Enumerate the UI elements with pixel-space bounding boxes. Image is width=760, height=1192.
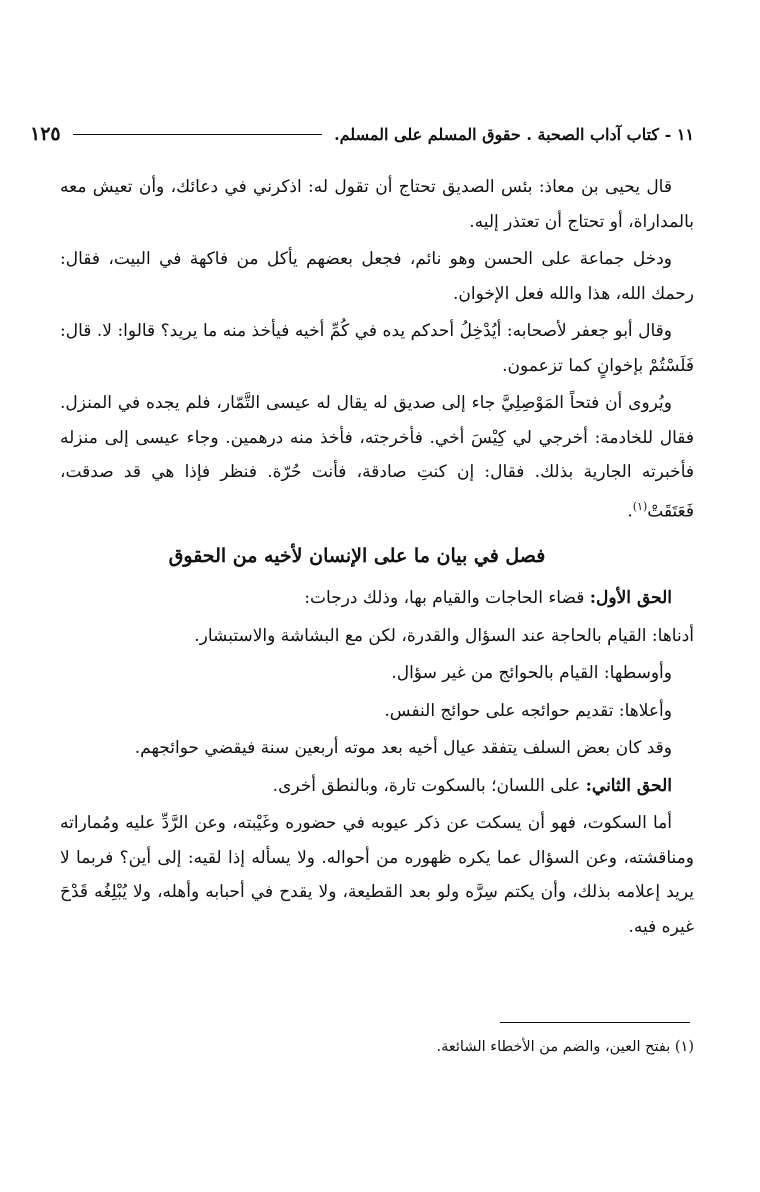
paragraph-silence: أما السكوت، فهو أن يسكت عن ذكر عيوبه في حضوره وغَيْبته، وعن الرَّدِّ عليه ومُماراته ومناقشته، وعن السؤال عما يكره ظهوره من أحواله. ولا يسأله إذا لقيه: إلى أين؟ فربما لا يريد إعلامه بذلك، وأن يكتم سِرَّه ولو بعد القطيعة، ولا يقدح في أحبابه وأهله، ولا يُبْلِغُه قَدْحَ غيره فيه. bbox=[60, 813, 694, 937]
first-right-label: الحق الأول: bbox=[589, 588, 672, 609]
paragraph-fath-text: ويُروى أن فتحاً المَوْصِلِيَّ جاء إلى صديق له يقال له عيسى التَّمّار، فلم يجده في المنزل. فقال للخادمة: أخرجي لي كِيْسَ أخي. فأخرجته، فأخذ منه درهمين. وجاء عيسى إلى منزله فأخبرته الجارية بذلك. فقال: إن كنتِ صادقة، فأنت حُرّة. فنظر فإذا هي قد صدقت، فَعَتَقَتْ bbox=[60, 393, 694, 522]
footnote-rule bbox=[500, 1022, 690, 1023]
chapter-title: ١١ - كتاب آداب الصحبة . حقوق المسلم على المسلم. bbox=[334, 124, 694, 144]
footnote-reference[interactable]: (١) bbox=[632, 499, 648, 513]
running-header bbox=[30, 122, 694, 146]
footnote: (١) بفتح العين، والضم من الأخطاء الشائعة. bbox=[436, 1039, 694, 1055]
second-right bbox=[60, 769, 694, 804]
paragraph-abu-jafar: وقال أبو جعفر لأصحابه: أيُدْخِلُ أحدكم يده في كُمِّ أخيه فيأخذ منه ما يريد؟ قالوا: لا. قال: فَلَسْتُمْ بإخوانٍ كما تزعمون. bbox=[60, 321, 694, 376]
second-right-text: على اللسان؛ بالسكوت تارة، وبالنطق أخرى. bbox=[272, 775, 581, 796]
paragraph-fath: ويُروى أن فتحاً المَوْصِلِيَّ جاء إلى صديق له يقال له عيسى التَّمّار، فلم يجده في المنزل. فقال للخادمة: أخرجي لي كِيْسَ أخي. فأخرجته، فأخذ منه درهمين. وجاء عيسى إلى منزله فأخبرته الجارية بذلك. فقال: إن كنتِ صادقة، فأنت حُرّة. فنظر فإذا هي قد صدقت، فَعَتَقَتْ$^{(١)}$. bbox=[60, 393, 694, 522]
second-right-label: الحق الثاني: bbox=[585, 775, 672, 796]
level-highest: وأعلاها: تقديم حوائجه على حوائج النفس. bbox=[384, 700, 672, 721]
paragraph-yahya: قال يحيى بن معاذ: بئس الصديق تحتاج أن تقول له: اذكرني في دعائك، وأن تعيش معه بالمداراة، أو تحتاج أن تعتذر إليه. bbox=[60, 177, 694, 232]
header-rule bbox=[73, 134, 322, 135]
level-middle: وأوسطها: القيام بالحوائج من غير سؤال. bbox=[391, 663, 672, 684]
first-right-text: قضاء الحاجات والقيام بها، وذلك درجات: bbox=[304, 588, 585, 609]
level-lowest: أدناها: القيام بالحاجة عند السؤال والقدرة، لكن مع البشاشة والاستبشار. bbox=[194, 625, 694, 646]
section-heading: فصل في بيان ما على الإنسان لأخيه من الحقوق bbox=[168, 544, 546, 567]
main-text bbox=[60, 170, 694, 947]
paragraph-hasan: ودخل جماعة على الحسن وهو نائم، فجعل بعضهم يأكل من فاكهة في البيت، فقال: رحمك الله، هذا والله فعل الإخوان. bbox=[60, 249, 694, 304]
paragraph-salaf: وقد كان بعض السلف يتفقد عيال أخيه بعد موته أربعين سنة فيقضي حوائجهم. bbox=[134, 738, 672, 759]
first-right bbox=[60, 581, 694, 616]
page-number: ١٢٥ bbox=[30, 123, 61, 145]
